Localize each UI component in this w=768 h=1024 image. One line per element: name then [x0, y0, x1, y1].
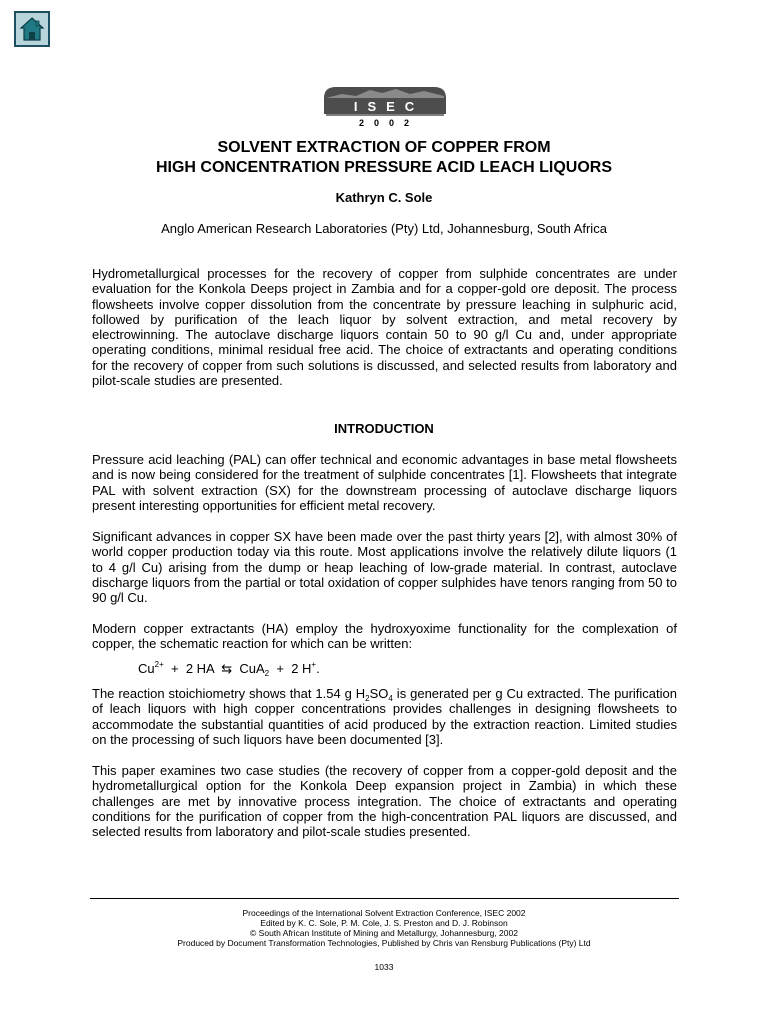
footer-line-4: Produced by Document Transformation Technologies, Published by Chris van Rensburg Publications (Pty) Ltd	[177, 938, 591, 948]
eq-h: 2 H	[291, 661, 312, 676]
home-icon	[18, 15, 46, 43]
footer-divider	[90, 898, 679, 899]
isec-logo	[322, 84, 448, 132]
paper-title	[60, 138, 708, 178]
intro-paragraph-3: Modern copper extractants (HA) employ the hydroxyoxime functionality for the complexation of copper, the schematic reaction for which can be written:	[92, 621, 677, 652]
footer-line-3: © South African Institute of Mining and Metallurgy, Johannesburg, 2002	[250, 928, 518, 938]
footer-citation	[0, 908, 768, 948]
eq-cu-charge: 2+	[154, 660, 164, 669]
eq-cua: CuA	[239, 661, 265, 676]
intro-paragraph-5: This paper examines two case studies (the recovery of copper from a copper-gold deposit and the hydrometallurgical option for the Konkola Deep expansion project in Zambia) in which these challenges are met by innovative process integration. The choice of extractants and operating conditions for the purification of copper from the high-concentration PAL liquors are discussed, and selected results from laboratory and pilot-scale studies presented.	[92, 763, 677, 840]
logo-year: 2002	[358, 118, 420, 128]
page-number: 1033	[374, 962, 394, 972]
footer-line-2: Edited by K. C. Sole, P. M. Cole, J. S. Preston and D. J. Robinson	[260, 918, 508, 928]
eq-cua-sub: 2	[264, 669, 270, 678]
eq-plus-2: +	[276, 661, 284, 676]
reaction-equation	[138, 660, 320, 678]
eq-h-charge: +	[311, 660, 317, 669]
p4-text-pre: The reaction stoichiometry shows that 1.54 g H	[92, 686, 366, 701]
p4-sub-1: 2	[365, 694, 370, 703]
affiliation: Anglo American Research Laboratories (Pty) Ltd, Johannesburg, South Africa	[161, 221, 607, 236]
intro-paragraph-1: Pressure acid leaching (PAL) can offer technical and economic advantages in base metal flowsheets and is now being considered for the treatment of sulphide concentrates [1]. Flowsheets that integrate PAL with solvent extraction (SX) for the downstream processing of autoclave discharge liquors present interesting opportunities for efficient metal recovery.	[92, 452, 677, 513]
equilibrium-arrow-icon: ⇆	[221, 661, 233, 676]
p4-sub-2: 4	[388, 694, 393, 703]
logo-text: ISEC	[353, 99, 425, 114]
author-name: Kathryn C. Sole	[335, 190, 433, 205]
title-line-2: HIGH CONCENTRATION PRESSURE ACID LEACH LIQUORS	[155, 159, 612, 176]
footer-line-1: Proceedings of the International Solvent Extraction Conference, ISEC 2002	[242, 908, 526, 918]
intro-paragraph-4	[92, 686, 677, 747]
abstract: Hydrometallurgical processes for the recovery of copper from sulphide concentrates are under evaluation for the Konkola Deeps project in Zambia and for a copper-gold ore deposit. The process flowsheets involve copper dissolution from the concentrate by pressure leaching in sulphuric acid, followed by purification of the leach liquor by solvent extraction, and metal recovery by electrowinning. The autoclave discharge liquors contain 50 to 90 g/l Cu and, under appropriate operating conditions, minimal residual free acid. The choice of extractants and operating conditions for the recovery of copper from such solutions is discussed, and selected results from laboratory and pilot-scale studies are presented.	[92, 266, 677, 389]
home-button[interactable]	[14, 11, 50, 47]
intro-paragraph-2: Significant advances in copper SX have been made over the past thirty years [2], with almost 30% of world copper production today via this route. Most applications involve the relatively dilute liquors (1 to 4 g/l Cu) arising from the dump or heap leaching of low-grade material. In contrast, autoclave discharge liquors from the partial or total oxidation of copper sulphides have tenors ranging from 50 to 90 g/l Cu.	[92, 529, 677, 606]
p4-text-mid: SO	[369, 686, 389, 701]
section-heading-introduction: INTRODUCTION	[334, 421, 434, 436]
p4-text-post: is generated per g Cu extracted. The purification of leach liquors with high copper concentrations provides challenges in designing flowsheets to accommodate the substantial quantities of acid produced by the extraction reaction. Limited studies on the processing of such liquors have been documented [3].	[92, 686, 677, 747]
eq-ha: 2 HA	[185, 661, 214, 676]
eq-plus-1: +	[170, 661, 179, 676]
eq-cu: Cu	[138, 661, 155, 676]
eq-end: .	[316, 661, 320, 676]
title-line-1: SOLVENT EXTRACTION OF COPPER FROM	[217, 139, 551, 156]
